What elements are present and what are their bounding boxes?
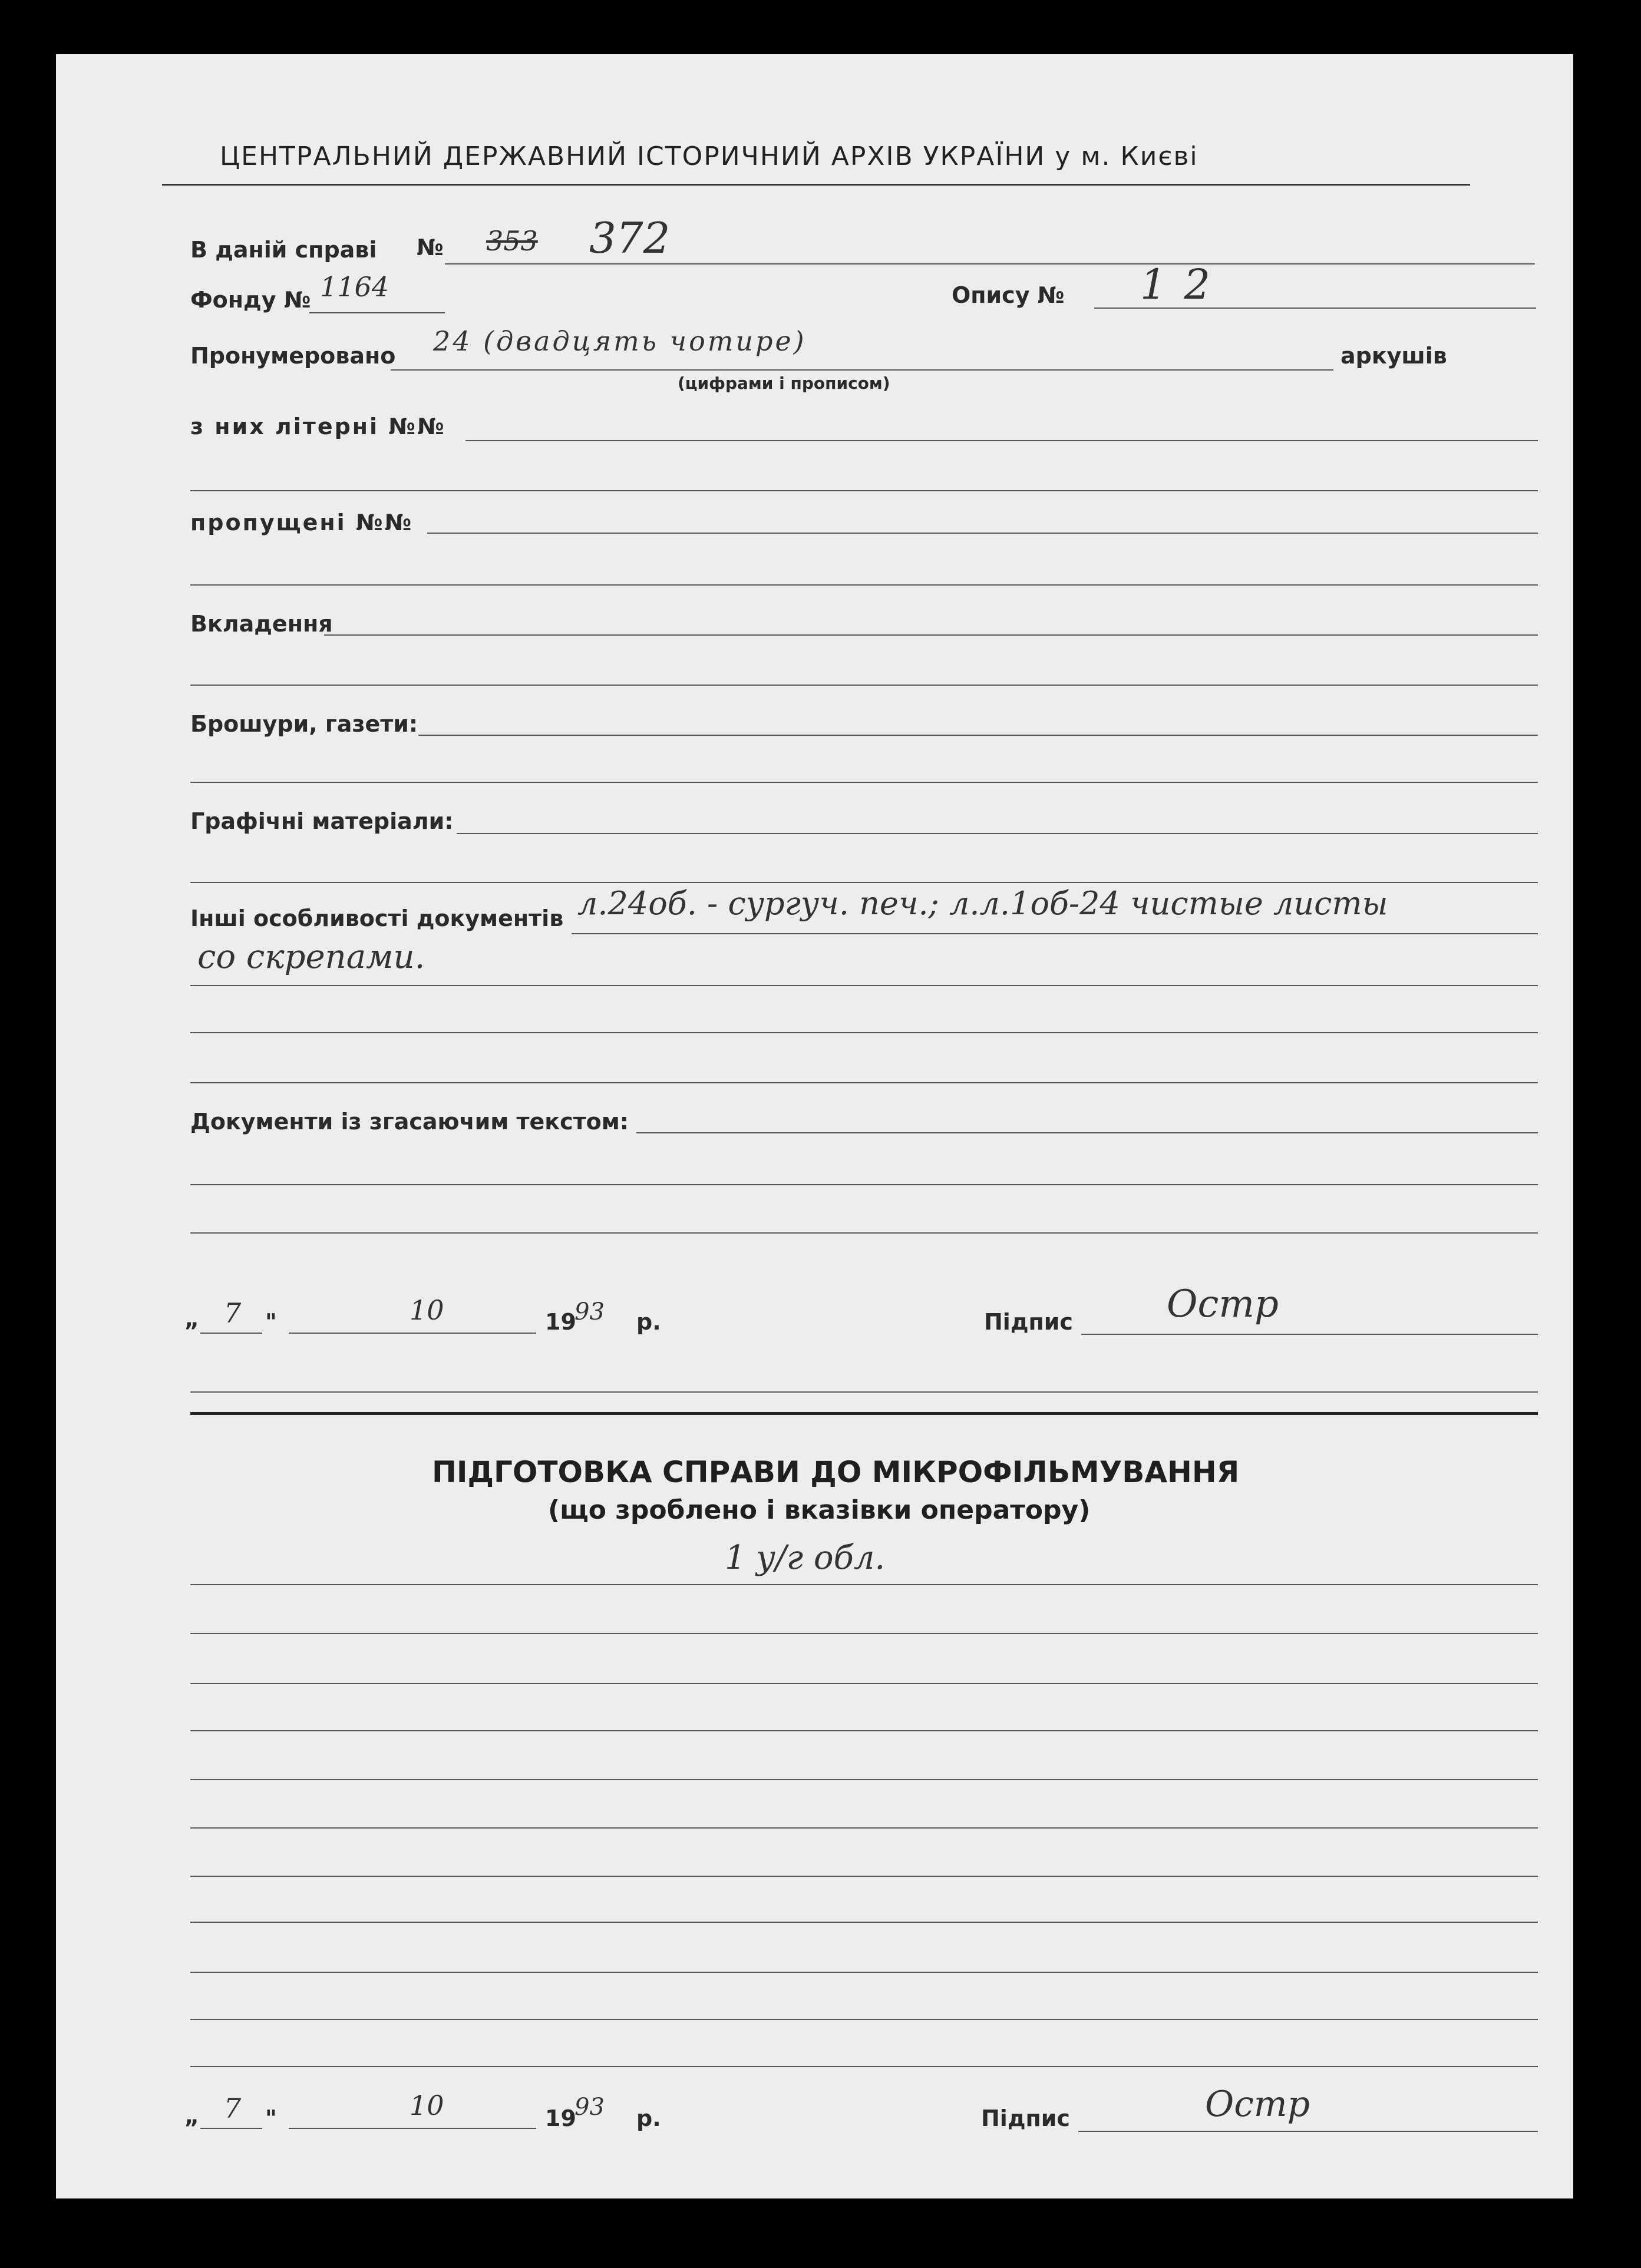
date2-day-line <box>200 2128 262 2129</box>
other-value-line2: со скрепами. <box>197 938 425 976</box>
fond-line <box>309 312 445 313</box>
date2-year-suffix: 93 <box>574 2094 605 2121</box>
other-line-1 <box>572 933 1538 934</box>
other-label: Інші особливості документів <box>190 905 564 931</box>
section2-line-10 <box>190 2019 1538 2020</box>
sign1-signature: Остр <box>1167 1282 1279 1326</box>
section2-line-8 <box>190 1922 1538 1923</box>
section2-line-7 <box>190 1876 1538 1877</box>
fading-line-3 <box>190 1232 1538 1234</box>
section2-line-11 <box>190 2066 1538 2067</box>
case-number-old: 353 <box>486 225 538 257</box>
date1-month: 10 <box>410 1294 444 1326</box>
date2-quote-close: " <box>265 2105 277 2131</box>
literal-line-1 <box>465 440 1538 441</box>
separator-line-thick <box>190 1412 1538 1415</box>
skipped-line-1 <box>427 533 1538 534</box>
brochures-label: Брошури, газети: <box>190 711 418 737</box>
skipped-label: пропущені №№ <box>190 510 414 535</box>
fond-label: Фонду № <box>190 287 311 313</box>
fond-number: 1164 <box>320 271 389 303</box>
opys-number: 12 <box>1140 260 1229 309</box>
numbered-label: Пронумеровано <box>190 343 396 369</box>
section2-line-5 <box>190 1779 1538 1780</box>
literal-line-2 <box>190 490 1538 491</box>
date1-quote-open: „ <box>184 1306 199 1332</box>
section2-line-3 <box>190 1683 1538 1684</box>
archive-title: ЦЕНТРАЛЬНИЙ ДЕРЖАВНИЙ ІСТОРИЧНИЙ АРХІВ УКРАЇНИ у м. Києві <box>220 141 1198 171</box>
date2-month: 10 <box>410 2090 444 2121</box>
numbered-line <box>391 369 1333 371</box>
graphics-line-1 <box>457 833 1538 834</box>
case-no-sign: № <box>417 234 444 260</box>
numbered-hint: (цифрами і прописом) <box>678 373 890 393</box>
section2-subtitle: (що зроблено і вказівки оператору) <box>548 1495 1091 1525</box>
date1-r: р. <box>636 1309 661 1335</box>
fading-line-1 <box>636 1132 1538 1133</box>
case-number: 372 <box>589 213 671 263</box>
archive-form-sheet <box>56 54 1573 2198</box>
section2-line-2 <box>190 1633 1538 1634</box>
other-line-2 <box>190 985 1538 986</box>
date1-quote-close: " <box>265 1309 277 1335</box>
inserts-line-1 <box>324 634 1538 636</box>
other-value-line1: л.24об. - сургуч. печ.; л.л.1об-24 чистые листы <box>577 885 1388 922</box>
numbered-suffix: аркушів <box>1340 343 1447 369</box>
other-line-3 <box>190 1032 1538 1033</box>
inserts-label: Вкладення <box>190 611 333 637</box>
opys-label: Опису № <box>952 282 1065 308</box>
date2-day: 7 <box>224 2092 242 2124</box>
section2-line-9 <box>190 1972 1538 1973</box>
sign1-line <box>1081 1334 1538 1335</box>
fading-label: Документи із згасаючим текстом: <box>190 1109 629 1135</box>
sign1-label: Підпис <box>984 1309 1073 1335</box>
date2-quote-open: „ <box>184 2103 199 2129</box>
inserts-line-2 <box>190 685 1538 686</box>
date1-month-line <box>289 1333 536 1334</box>
fading-line-2 <box>190 1184 1538 1185</box>
date1-day: 7 <box>224 1297 242 1329</box>
case-line <box>445 263 1535 265</box>
date1-year-suffix: 93 <box>574 1298 605 1325</box>
section2-line-4 <box>190 1730 1538 1731</box>
date2-month-line <box>289 2128 536 2129</box>
case-label: В даній справі <box>190 237 377 263</box>
section2-line-1 <box>190 1584 1538 1585</box>
brochures-line-1 <box>418 735 1538 736</box>
sign2-label: Підпис <box>981 2105 1070 2131</box>
sign2-signature: Остр <box>1205 2084 1310 2125</box>
date1-day-line <box>200 1333 262 1334</box>
other-line-4 <box>190 1082 1538 1083</box>
sign2-line <box>1078 2131 1538 2132</box>
literal-label: з них літерні №№ <box>190 414 446 439</box>
section2-title: ПІДГОТОВКА СПРАВИ ДО МІКРОФІЛЬМУВАННЯ <box>432 1455 1240 1489</box>
section2-line-6 <box>190 1827 1538 1829</box>
section2-handwritten: 1 у/г обл. <box>725 1539 886 1577</box>
graphics-line-2 <box>190 882 1538 883</box>
date2-r: р. <box>636 2105 661 2131</box>
date2-year-prefix: 19 <box>545 2105 576 2131</box>
header-rule <box>162 184 1470 186</box>
brochures-line-2 <box>190 782 1538 783</box>
date1-year-prefix: 19 <box>545 1309 576 1335</box>
graphics-label: Графічні матеріали: <box>190 808 454 834</box>
skipped-line-2 <box>190 584 1538 586</box>
separator-line-thin <box>190 1391 1538 1393</box>
numbered-value: 24 (двадцять чотире) <box>433 325 807 357</box>
